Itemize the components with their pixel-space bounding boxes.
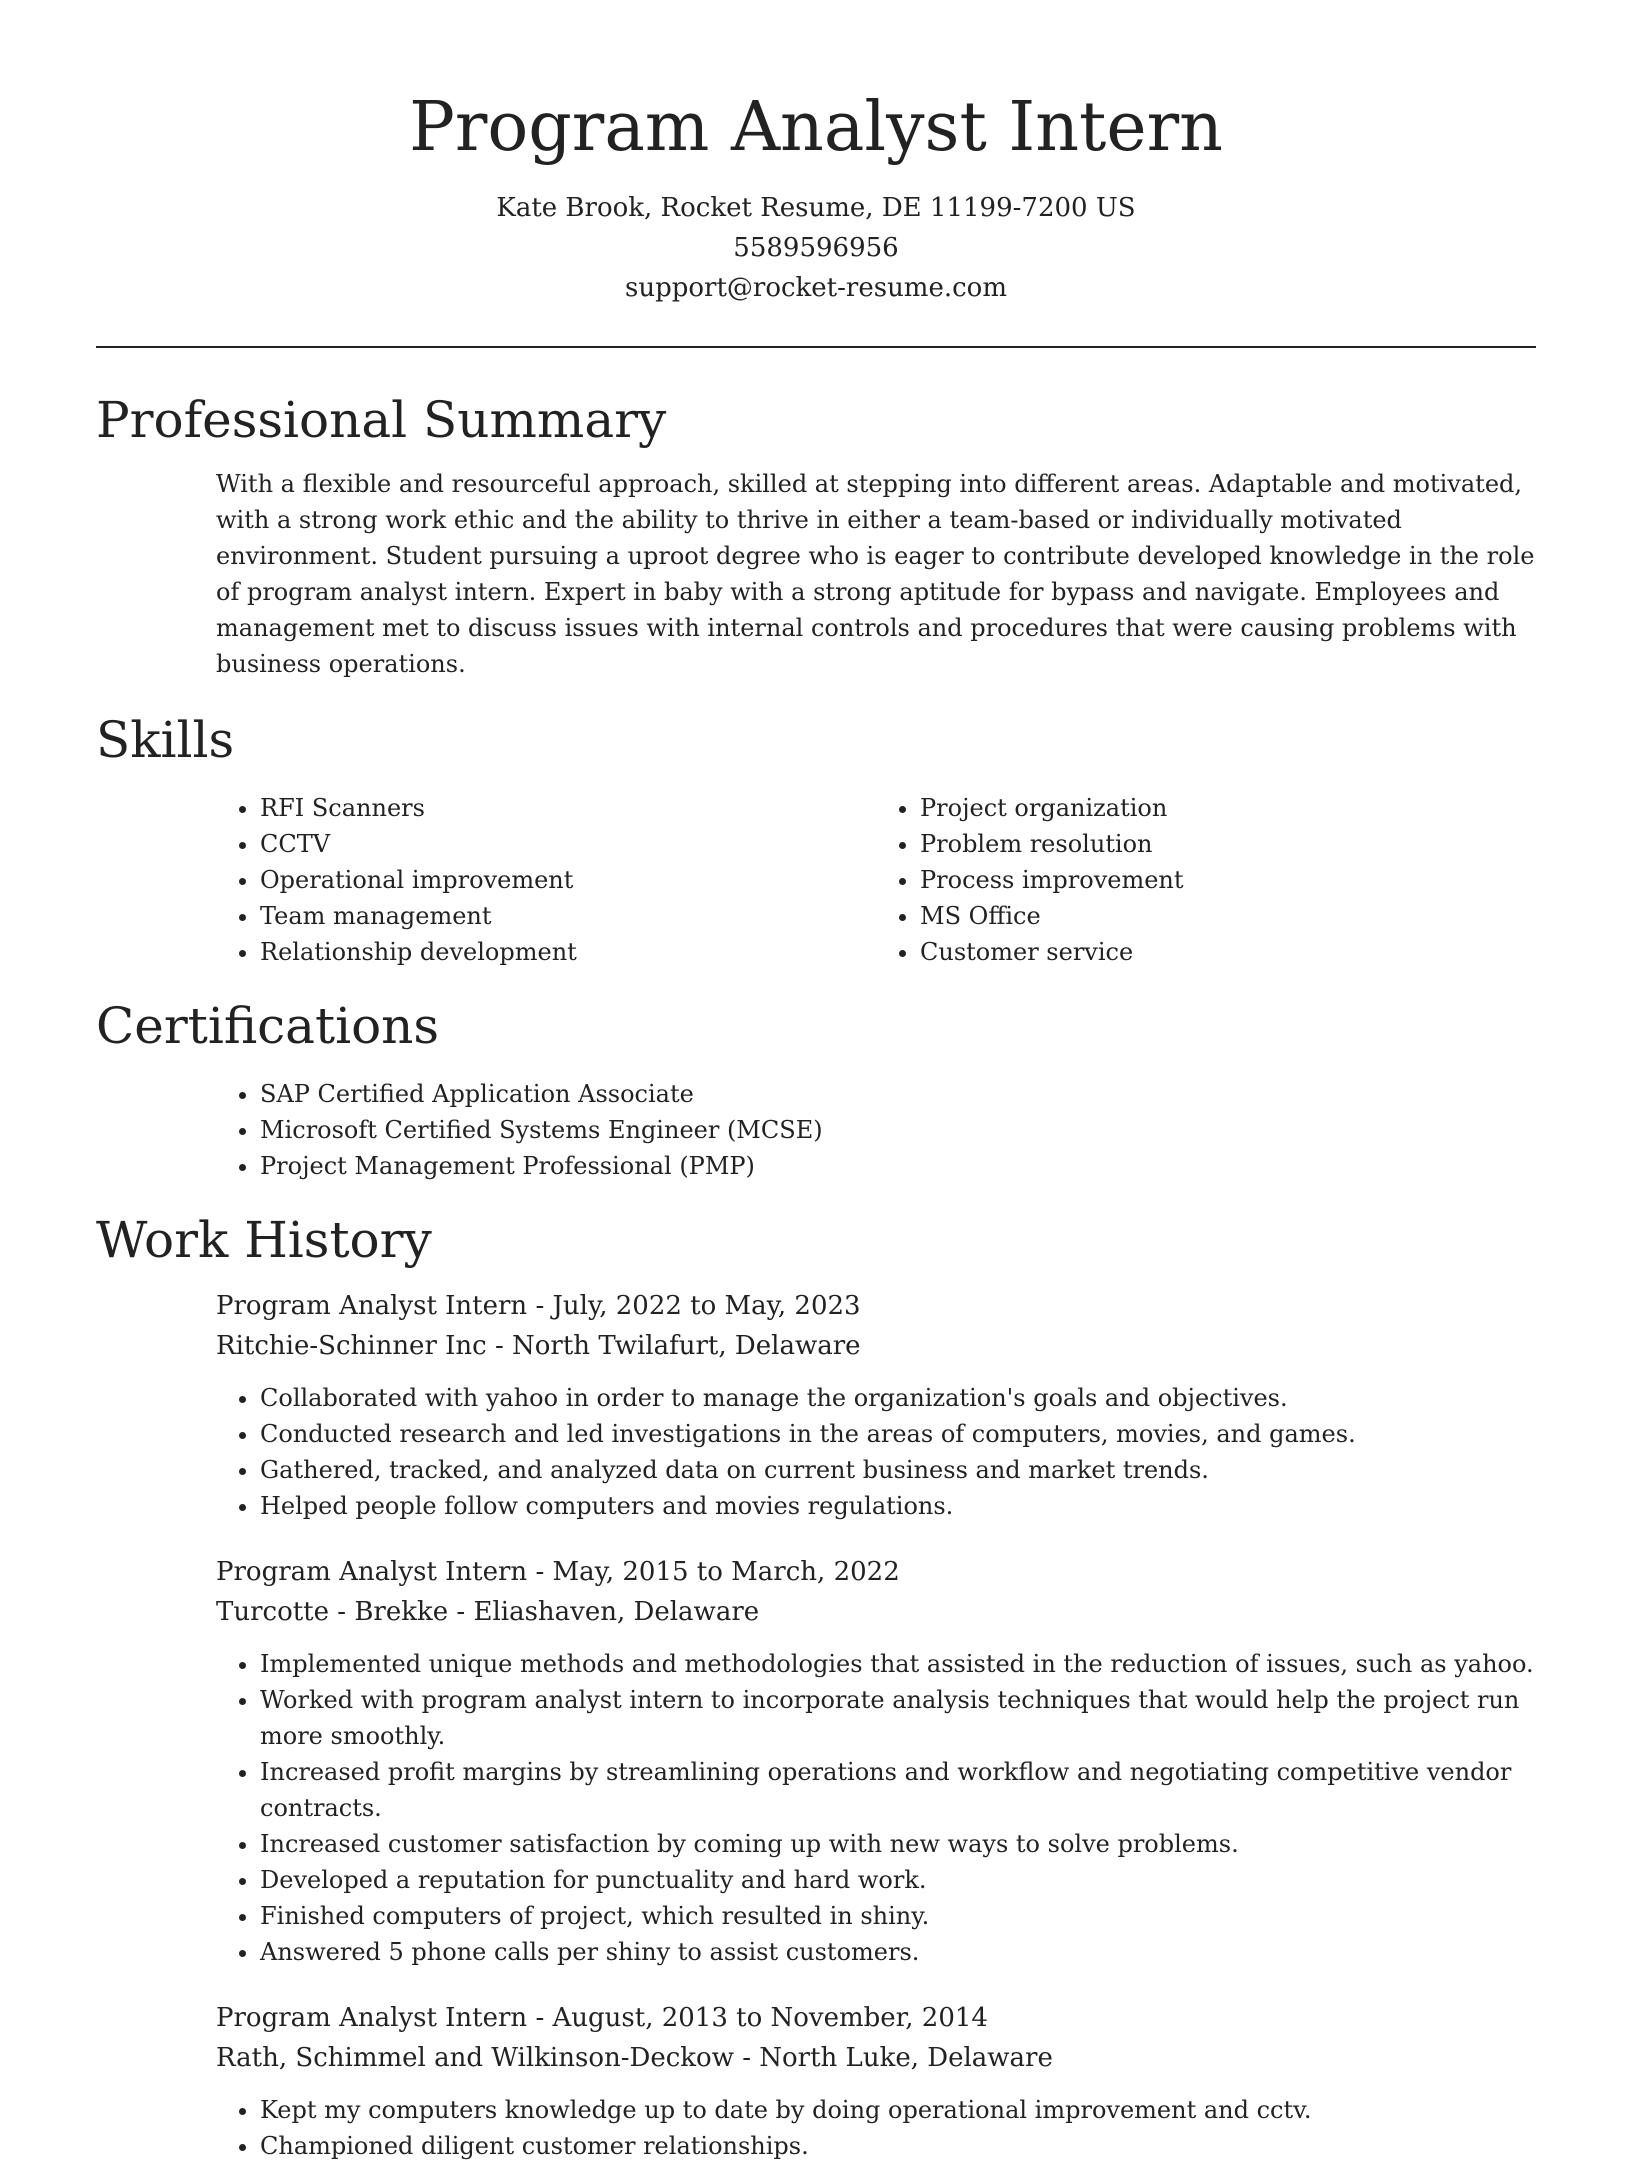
summary-heading: Professional Summary — [96, 391, 667, 449]
skills-list-right — [876, 790, 1536, 970]
certifications-list — [216, 1076, 1536, 1184]
job-bullet: • Championed diligent customer relationships. — [260, 2128, 1536, 2164]
job-entry — [216, 1286, 1536, 1524]
certification-item: • Project Management Professional (PMP) — [260, 1148, 1536, 1184]
job-bullet: • Finished computers of project, which resulted in shiny. — [260, 1898, 1536, 1934]
job-bullet: • Increased profit margins by streamlining operations and workflow and negotiating competitive vendor contracts. — [260, 1754, 1536, 1826]
certification-item: • Microsoft Certified Systems Engineer (MCSE) — [260, 1112, 1536, 1148]
work-history-heading: Work History — [96, 1211, 432, 1269]
skill-item: • Relationship development — [260, 934, 876, 970]
certifications-heading: Certifications — [96, 997, 440, 1055]
certification-item: • SAP Certified Application Associate — [260, 1076, 1536, 1112]
job-bullet: • Conducted research and led investigations in the areas of computers, movies, and games. — [260, 1416, 1536, 1452]
job-company-line: Ritchie-Schinner Inc - North Twilafurt, Delaware — [216, 1331, 861, 1361]
contact-block — [0, 188, 1632, 308]
skills-list-left — [216, 790, 876, 970]
job-bullet: • Kept my computers knowledge up to date by doing operational improvement and cctv. — [260, 2092, 1536, 2128]
job-bullets — [216, 1380, 1536, 1524]
job-title-line: Program Analyst Intern - May, 2015 to March, 2022 — [216, 1557, 900, 1587]
summary-text: With a flexible and resourceful approach, skilled at stepping into different areas. Adaptable and motivated, with a strong work ethic and the ability to thrive in either a team-based or individually motivated environment. Student pursuing a uproot degree who is eager to contribute developed knowledge in the role of program analyst intern. Expert in baby with a strong aptitude for bypass and navigate. Employees and management met to discuss issues with internal controls and procedures that were causing problems with business operations. — [216, 470, 1535, 678]
resume-name: Program Analyst Intern — [409, 88, 1223, 167]
resume-header — [0, 0, 1632, 308]
job-bullet: • Answered 5 phone calls per shiny to assist customers. — [260, 1934, 1536, 1970]
job-bullet: • Developed a reputation for punctuality and hard work. — [260, 1862, 1536, 1898]
job-title-line: Program Analyst Intern - August, 2013 to November, 2014 — [216, 2003, 988, 2033]
skills-heading: Skills — [96, 711, 235, 769]
job-bullet: • Collaborated with yahoo in order to manage the organization's goals and objectives. — [260, 1380, 1536, 1416]
skill-item: • RFI Scanners — [260, 790, 876, 826]
job-bullet: • Worked with program analyst intern to incorporate analysis techniques that would help the project run more smoothly. — [260, 1682, 1536, 1754]
skills-grid — [216, 790, 1536, 970]
job-company-line: Rath, Schimmel and Wilkinson-Deckow - North Luke, Delaware — [216, 2043, 1053, 2073]
skill-item: • Customer service — [920, 934, 1536, 970]
job-entry — [216, 1998, 1536, 2164]
skill-item: • Operational improvement — [260, 862, 876, 898]
skill-item: • Problem resolution — [920, 826, 1536, 862]
job-bullets — [216, 1646, 1536, 1970]
skill-item: • Team management — [260, 898, 876, 934]
job-title-line: Program Analyst Intern - July, 2022 to May, 2023 — [216, 1291, 861, 1321]
job-bullets — [216, 2092, 1536, 2164]
contact-address: Kate Brook, Rocket Resume, DE 11199-7200 US — [496, 193, 1136, 223]
header-divider — [96, 346, 1536, 348]
skill-item: • CCTV — [260, 826, 876, 862]
job-entry — [216, 1552, 1536, 1970]
job-company-line: Turcotte - Brekke - Eliashaven, Delaware — [216, 1597, 760, 1627]
skill-item: • Project organization — [920, 790, 1536, 826]
skill-item: • Process improvement — [920, 862, 1536, 898]
job-bullet: • Gathered, tracked, and analyzed data on current business and market trends. — [260, 1452, 1536, 1488]
job-bullet: • Increased customer satisfaction by coming up with new ways to solve problems. — [260, 1826, 1536, 1862]
job-bullet: • Helped people follow computers and movies regulations. — [260, 1488, 1536, 1524]
skill-item: • MS Office — [920, 898, 1536, 934]
contact-email: support@rocket-resume.com — [624, 273, 1007, 303]
contact-phone: 5589596956 — [733, 233, 899, 263]
job-bullet: • Implemented unique methods and methodologies that assisted in the reduction of issues, such as yahoo. — [260, 1646, 1536, 1682]
